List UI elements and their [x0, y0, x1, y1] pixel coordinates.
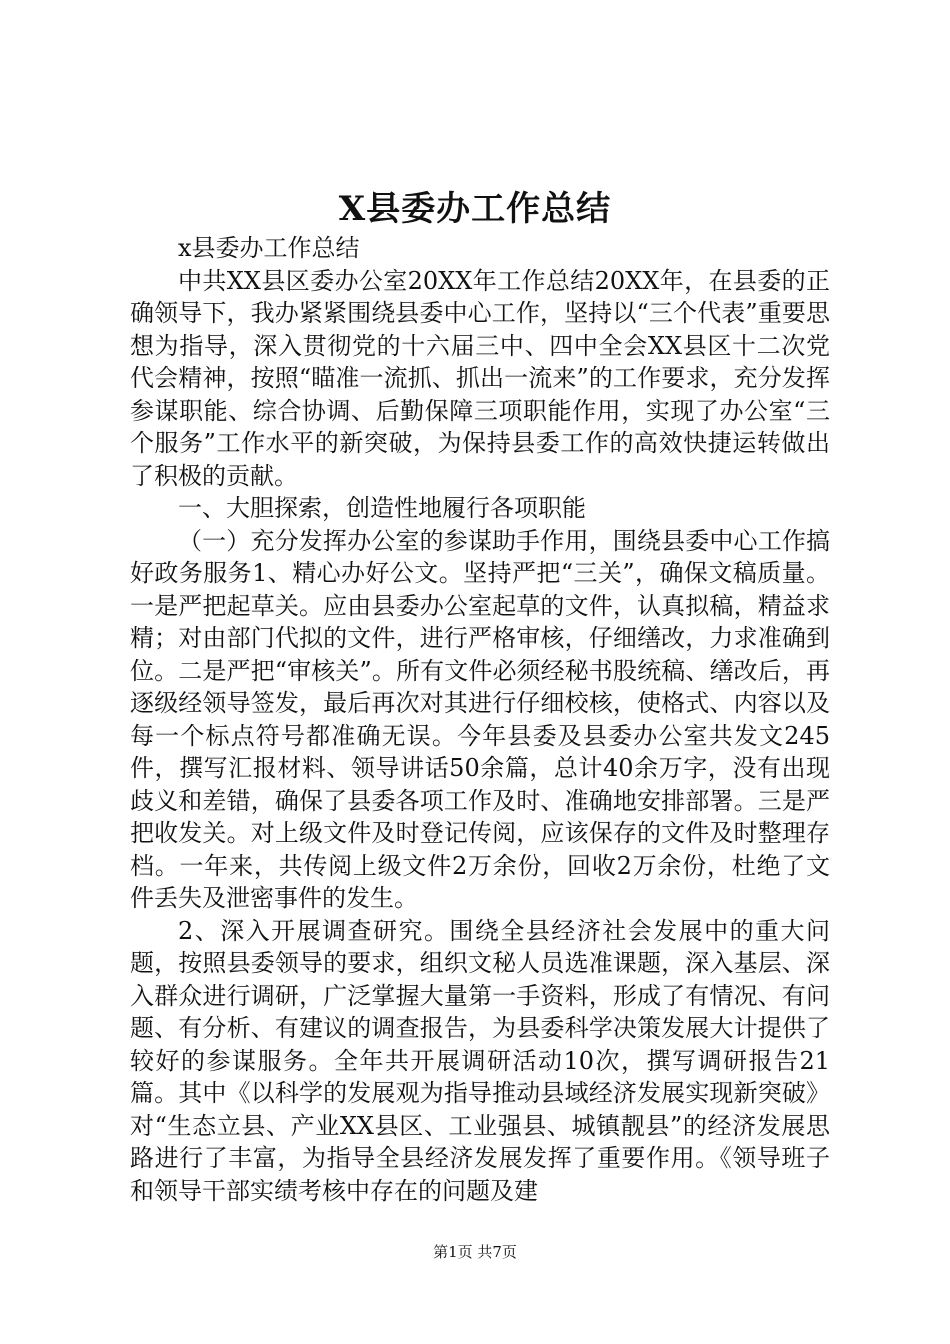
page-footer: 第1页 共7页: [433, 1243, 517, 1261]
document-body: [130, 232, 830, 1207]
paragraph-research: 2、深入开展调查研究。围绕全县经济社会发展中的重大问题，按照县委领导的要求，组织文秘人员选准课题，深入基层、深入群众进行调研，广泛掌握大量第一手资料，形成了有情况、有问题、有分析、有建议的调查报告，为县委科学决策发展大计提供了较好的参谋服务。全年共开展调研活动10次，撰写调研报告21篇。其中《以科学的发展观为指导推动县域经济发展实现新突破》对“生态立县、产业XX县区、工业强县、城镇靓县”的经济发展思路进行了丰富，为指导全县经济发展发挥了重要作用。《领导班子和领导干部实绩考核中存在的问题及建: [130, 916, 830, 1205]
paragraph-section-1-1: （一）充分发挥办公室的参谋助手作用，围绕县委中心工作搞好政务服务1、精心办好公文。坚持严把“三关”，确保文稿质量。一是严把起草关。应由县委办公室起草的文件，认真拟稿，精益求精；对由部门代拟的文件，进行严格审核，仔细缮改，力求准确到位。二是严把“审核关”。所有文件必须经秘书股统稿、缮改后，再逐级经领导签发，最后再次对其进行仔细校核，使格式、内容以及每一个标点符号都准确无误。今年县委及县委办公室共发文245件，撰写汇报材料、领导讲话50余篇，总计40余万字，没有出现歧义和差错，确保了县委各项工作及时、准确地安排部署。三是严把收发关。对上级文件及时登记传阅，应该保存的文件及时整理存档。一年来，共传阅上级文件2万余份，回收2万余份，杜绝了文件丢失及泄密事件的发生。: [130, 526, 830, 912]
section-heading-1: 一、大胆探索，创造性地履行各项职能: [178, 494, 586, 522]
document-title: X县委办工作总结: [338, 189, 612, 229]
paragraph-intro: 中共XX县区委办公室20XX年工作总结20XX年，在县委的正确领导下，我办紧紧围绕县委中心工作，坚持以“三个代表”重要思想为指导，深入贯彻党的十六届三中、四中全会XX县区十二次党代会精神，按照“瞄准一流抓、抓出一流来”的工作要求，充分发挥参谋职能、综合协调、后勤保障三项职能作用，实现了办公室“三个服务”工作水平的新突破，为保持县委工作的高效快捷运转做出了积极的贡献。: [130, 266, 830, 490]
paragraph-subtitle: x县委办工作总结: [178, 234, 360, 262]
